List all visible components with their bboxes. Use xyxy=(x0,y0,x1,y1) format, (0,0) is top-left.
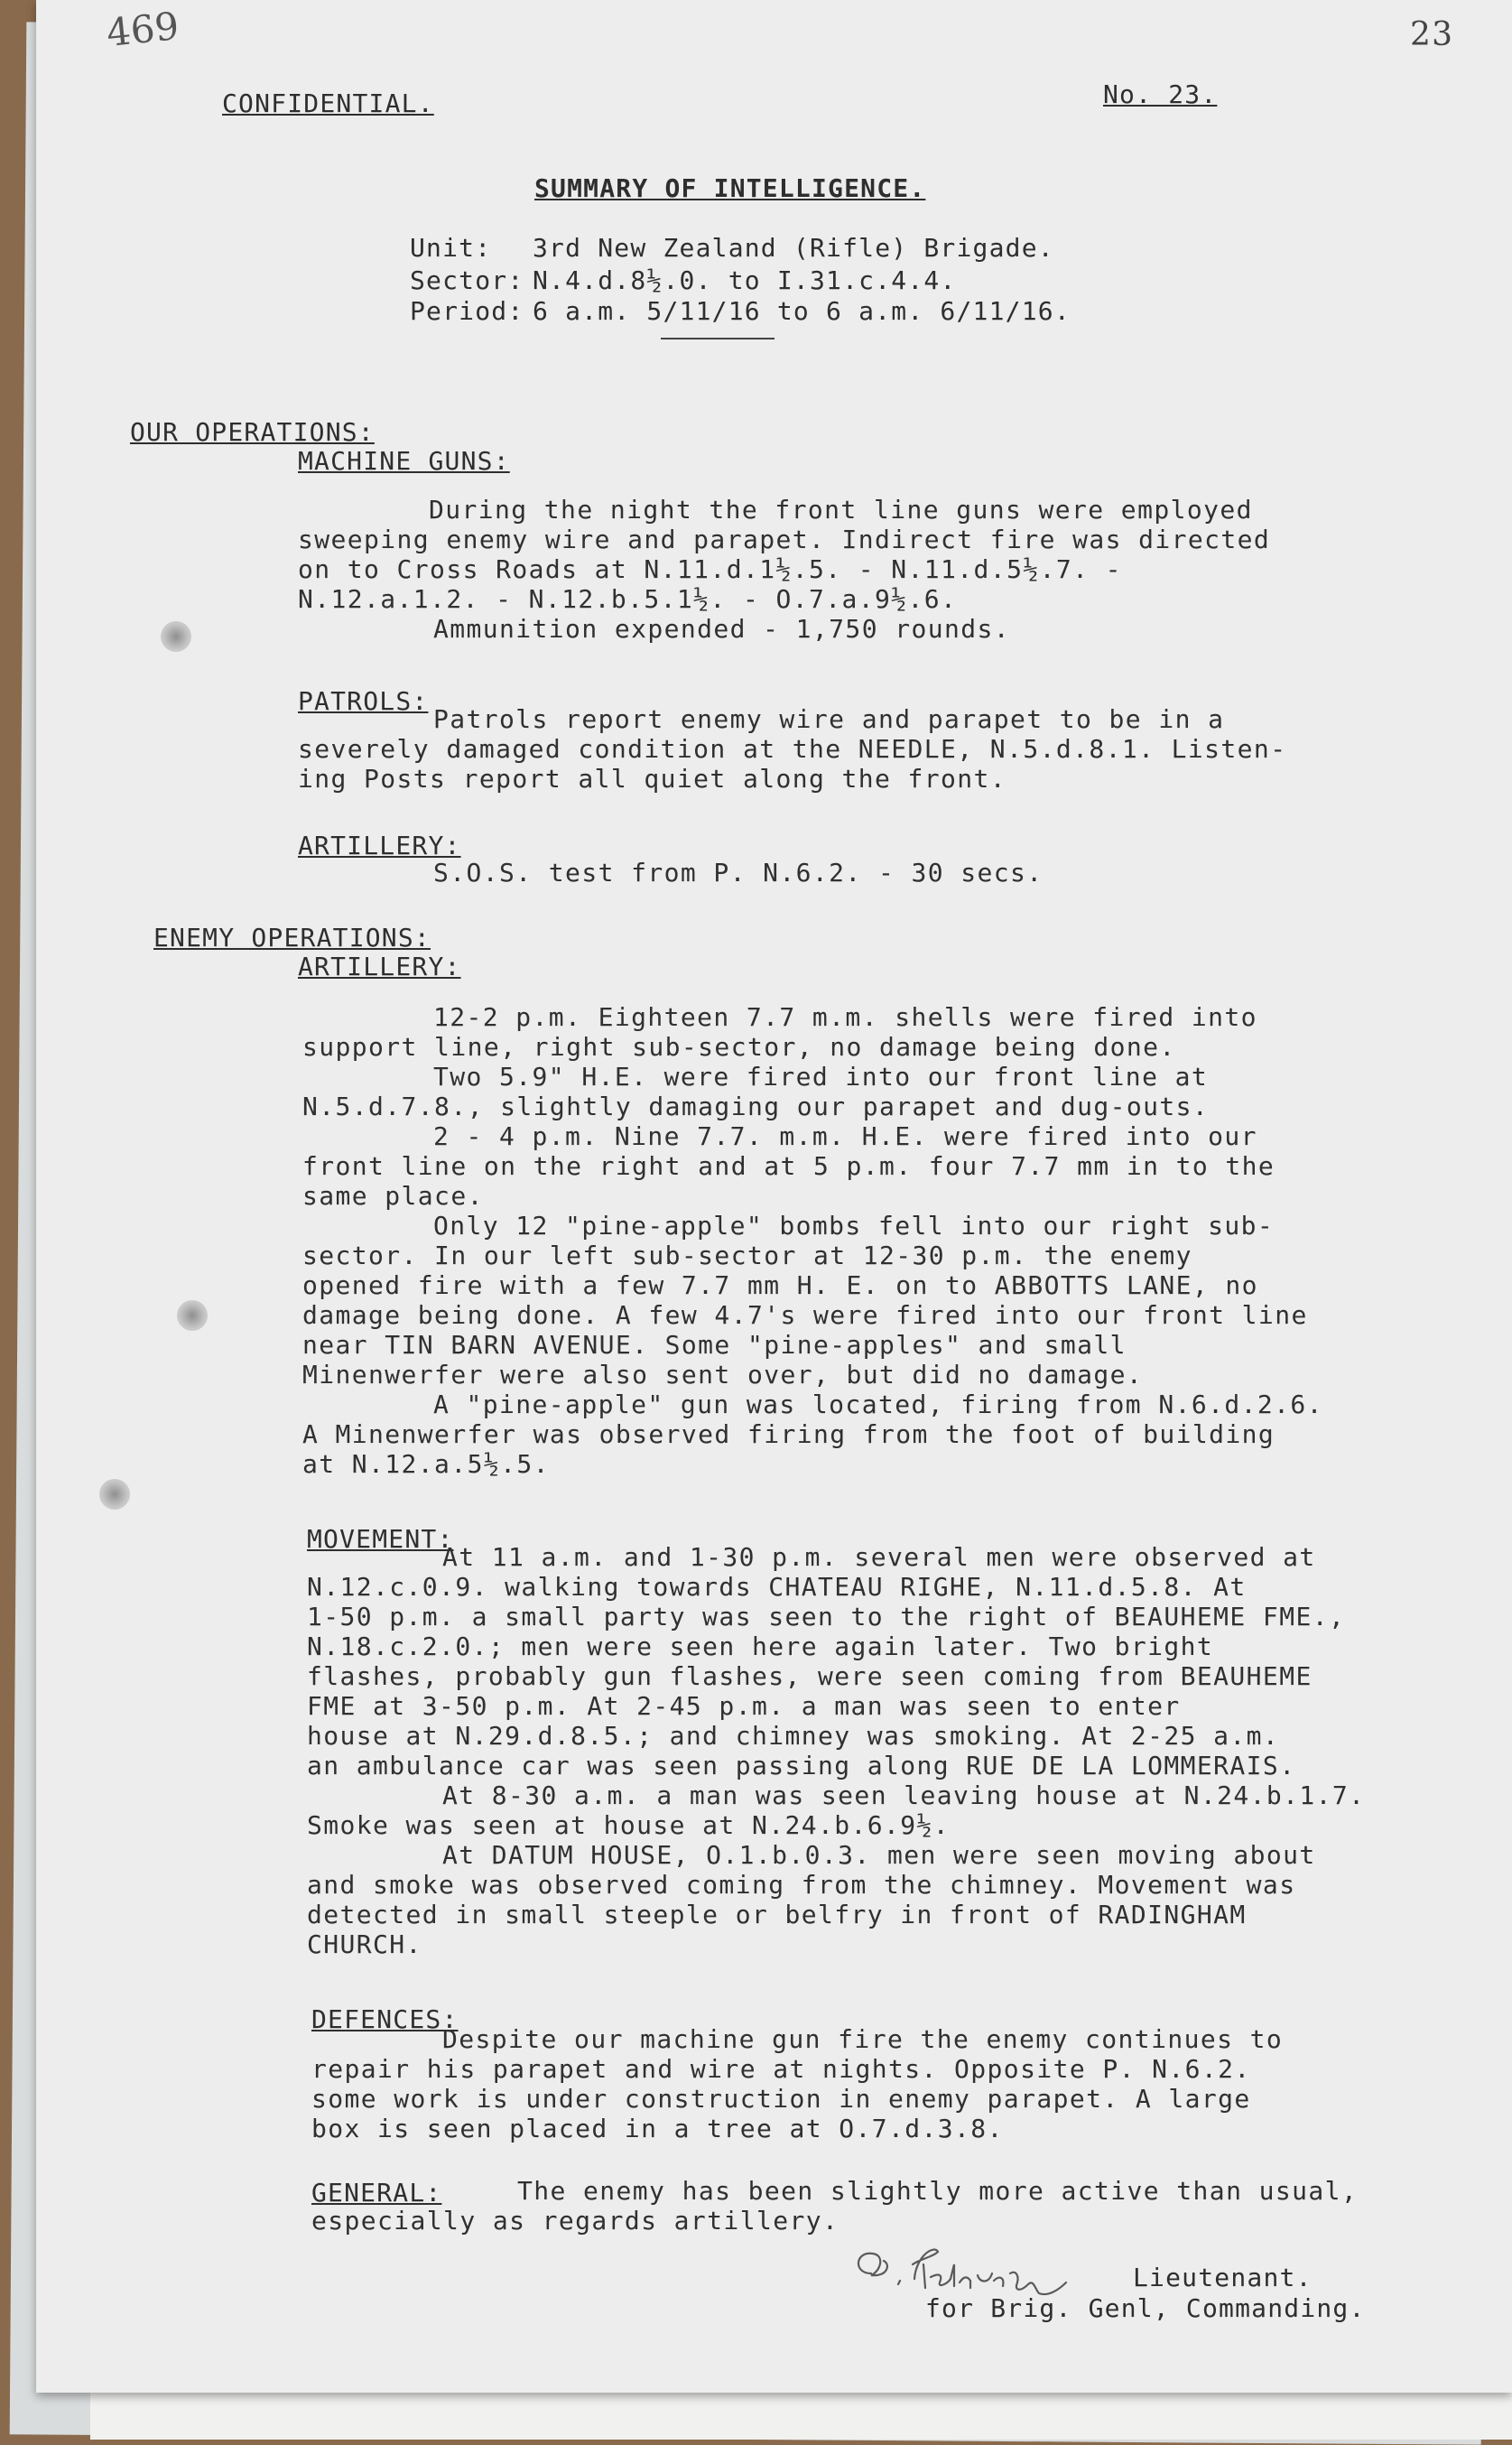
text-line: sweeping enemy wire and parapet. Indirect fire was directed xyxy=(298,525,1271,554)
text-line: near TIN BARN AVENUE. Some "pine-apples" and small xyxy=(302,1330,1127,1360)
general-text xyxy=(311,2176,1358,2236)
text-line: repair his parapet and wire at nights. Opposite P. N.6.2. xyxy=(311,2054,1251,2084)
classification: CONFIDENTIAL. xyxy=(222,88,434,118)
text-line: some work is under construction in enemy parapet. A large xyxy=(311,2084,1251,2114)
report-number: No. 23. xyxy=(1103,79,1218,109)
text-line: N.12.c.0.9. walking towards CHATEAU RIGHE, N.11.d.5.8. At xyxy=(307,1572,1247,1602)
period-label: Period: xyxy=(410,296,524,326)
text-line: front line on the right and at 5 p.m. four 7.7 mm in to the xyxy=(302,1151,1275,1181)
subheading-machine-guns: MACHINE GUNS: xyxy=(298,446,510,476)
enemy-artillery-text xyxy=(302,1002,1323,1479)
text-line: sector. In our left sub-sector at 12-30 p.m. the enemy xyxy=(302,1241,1192,1270)
text-line: detected in small steeple or belfry in front of RADINGHAM xyxy=(307,1900,1247,1929)
page-number: 23 xyxy=(1410,16,1454,53)
text-line: N.5.d.7.8., slightly damaging our parapet and dug-outs. xyxy=(302,1092,1210,1121)
period-value: 6 a.m. 5/11/16 to 6 a.m. 6/11/16. xyxy=(533,296,1071,326)
text-line: and smoke was observed coming from the chimney. Movement was xyxy=(307,1870,1296,1900)
text-line: opened fire with a few 7.7 mm H. E. on to ABBOTTS LANE, no xyxy=(302,1270,1258,1300)
text-line: at N.12.a.5½.5. xyxy=(302,1449,550,1479)
text-line: an ambulance car was seen passing along RUE DE LA LOMMERAIS. xyxy=(307,1751,1296,1780)
handwritten-signature xyxy=(844,2237,1088,2301)
text-line: 2 - 4 p.m. Nine 7.7. m.m. H.E. were fired into our xyxy=(433,1121,1257,1151)
text-line: flashes, probably gun flashes, were seen coming from BEAUHEME xyxy=(307,1661,1313,1691)
text-line: support line, right sub-sector, no damage being done. xyxy=(302,1032,1176,1062)
text-line: Minenwerfer were also sent over, but did no damage. xyxy=(302,1360,1144,1390)
title-rule xyxy=(661,338,775,339)
text-line: severely damaged condition at the NEEDLE, N.5.d.8.1. Listen- xyxy=(298,734,1287,764)
text-line: especially as regards artillery. xyxy=(311,2206,839,2236)
text-line: Despite our machine gun fire the enemy continues to xyxy=(442,2024,1284,2054)
punch-hole xyxy=(161,621,191,652)
text-line: At DATUM HOUSE, O.1.b.0.3. men were seen moving about xyxy=(442,1840,1316,1870)
sector-value: N.4.d.8½.0. to I.31.c.4.4. xyxy=(533,265,957,295)
text-line: The enemy has been slightly more active than usual, xyxy=(517,2176,1359,2206)
text-line: on to Cross Roads at N.11.d.1½.5. - N.11.d.5½.7. - xyxy=(298,554,1122,584)
page-title: SUMMARY OF INTELLIGENCE. xyxy=(534,173,926,203)
text-line: 1-50 p.m. a small party was seen to the right of BEAUHEME FME., xyxy=(307,1602,1346,1632)
section-heading-own-operations: OUR OPERATIONS: xyxy=(130,417,375,447)
defences-text xyxy=(311,2024,1283,2143)
subheading-movement: MOVEMENT: xyxy=(307,1524,454,1554)
punch-hole xyxy=(177,1300,208,1331)
text-line: same place. xyxy=(302,1181,484,1211)
subheading-general: GENERAL: xyxy=(311,2178,442,2208)
subheading-enemy-artillery: ARTILLERY: xyxy=(298,952,461,981)
text-line: box is seen placed in a tree at O.7.d.3.8. xyxy=(311,2114,1004,2143)
text-line: house at N.29.d.8.5.; and chimney was smoking. At 2-25 a.m. xyxy=(307,1721,1280,1751)
subheading-defences: DEFENCES: xyxy=(311,2004,459,2034)
text-line: 12-2 p.m. Eighteen 7.7 m.m. shells were fired into xyxy=(433,1002,1257,1032)
sector-label: Sector: xyxy=(410,265,524,295)
text-line: During the night the front line guns were employed xyxy=(429,495,1253,525)
text-line: Two 5.9" H.E. were fired into our front line at xyxy=(433,1062,1209,1092)
text-line: A Minenwerfer was observed firing from the foot of building xyxy=(302,1419,1275,1449)
punch-hole xyxy=(99,1479,130,1510)
text-line: At 8-30 a.m. a man was seen leaving house at N.24.b.1.7. xyxy=(442,1780,1366,1810)
movement-text xyxy=(307,1542,1365,1959)
text-line: S.O.S. test from P. N.6.2. - 30 secs. xyxy=(433,858,1044,888)
text-line: CHURCH. xyxy=(307,1929,422,1959)
text-line: Patrols report enemy wire and parapet to be in a xyxy=(433,704,1225,734)
text-line: N.12.a.1.2. - N.12.b.5.1½. - O.7.a.9½.6. xyxy=(298,584,958,614)
archive-number: 469 xyxy=(104,3,181,56)
text-line: Only 12 "pine-apple" bombs fell into our right sub- xyxy=(433,1211,1275,1241)
text-line: Ammunition expended - 1,750 rounds. xyxy=(433,614,1011,644)
own-artillery-text xyxy=(433,858,1044,888)
subheading-patrols: PATROLS: xyxy=(298,686,429,716)
text-line: N.18.c.2.0.; men were seen here again later. Two bright xyxy=(307,1632,1214,1661)
text-line: FME at 3-50 p.m. At 2-45 p.m. a man was seen to enter xyxy=(307,1691,1181,1721)
text-line: Smoke was seen at house at N.24.b.6.9½. xyxy=(307,1810,951,1840)
text-line: At 11 a.m. and 1-30 p.m. several men were observed at xyxy=(442,1542,1316,1572)
subheading-own-artillery: ARTILLERY: xyxy=(298,831,461,860)
unit-label: Unit: xyxy=(410,233,492,263)
section-heading-enemy-operations: ENEMY OPERATIONS: xyxy=(153,923,431,953)
text-line: ing Posts report all quiet along the front. xyxy=(298,764,1007,794)
signature-for-line: for Brig. Genl, Commanding. xyxy=(925,2293,1366,2323)
machine-guns-text xyxy=(298,495,1270,644)
unit-value: 3rd New Zealand (Rifle) Brigade. xyxy=(533,233,1054,263)
text-line: damage being done. A few 4.7's were fired into our front line xyxy=(302,1300,1308,1330)
text-line: A "pine-apple" gun was located, firing from N.6.d.2.6. xyxy=(433,1390,1323,1419)
patrols-text xyxy=(298,704,1286,794)
signature-rank: Lieutenant. xyxy=(1133,2263,1313,2292)
